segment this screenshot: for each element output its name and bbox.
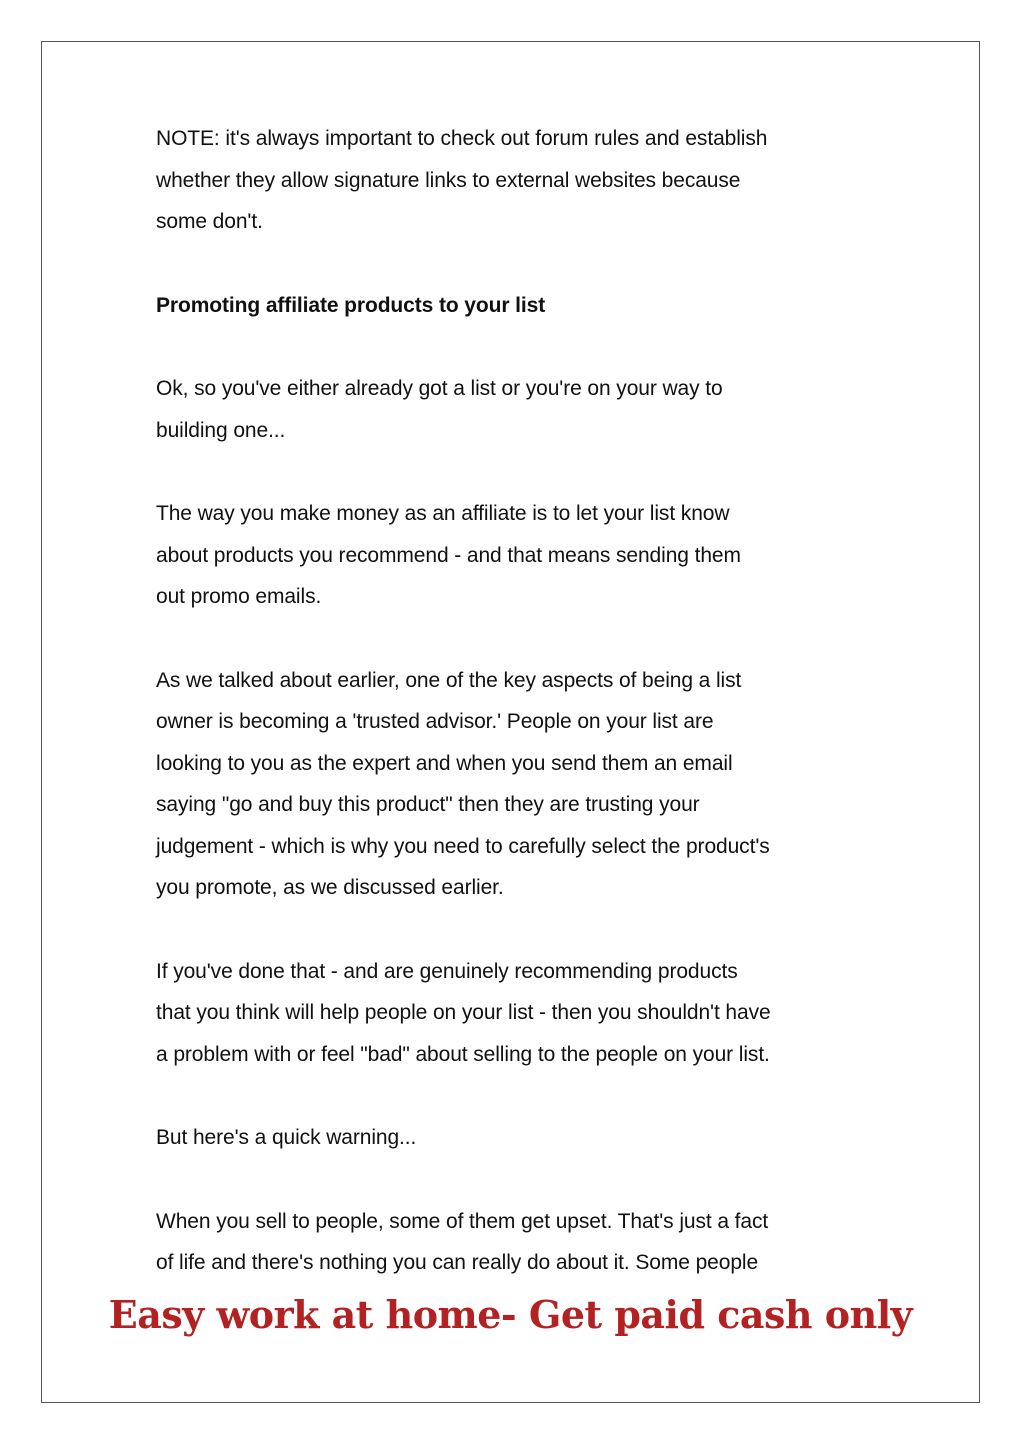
genuinely-paragraph [156, 951, 886, 1076]
text-line: The way you make money as an affiliate is to let your list know [156, 502, 730, 525]
page-frame [41, 41, 980, 1403]
text-line: saying "go and buy this product" then they are trusting your [156, 793, 700, 816]
upset-paragraph [156, 1201, 886, 1284]
document-body [156, 118, 886, 1326]
text-line: building one... [156, 418, 286, 442]
text-line: If you've done that - and are genuinely recommending products [156, 959, 738, 983]
text-line: But here's a quick warning... [156, 1126, 417, 1149]
warning-paragraph [156, 1117, 886, 1159]
trusted-advisor-paragraph [156, 660, 886, 909]
text-line: looking to you as the expert and when you send them an email [156, 751, 733, 775]
text-line: a problem with or feel "bad" about selling to the people on your list. [156, 1042, 770, 1066]
text-line: out promo emails. [156, 585, 322, 608]
text-line: As we talked about earlier, one of the key aspects of being a list [156, 668, 742, 692]
intro-paragraph [156, 368, 886, 451]
text-line: you promote, as we discussed earlier. [156, 876, 504, 899]
heading-text: Promoting affiliate products to your list [156, 293, 546, 317]
text-line: When you sell to people, some of them get upset. That's just a fact [156, 1209, 769, 1233]
make-money-paragraph [156, 493, 886, 618]
text-line: whether they allow signature links to external websites because [156, 168, 741, 192]
promo-banner: Easy work at home- Get paid cash only [108, 1292, 913, 1337]
note-paragraph [156, 118, 886, 243]
text-line: NOTE: it's always important to check out forum rules and establish [156, 127, 768, 150]
text-line: Ok, so you've either already got a list or you're on your way to [156, 377, 723, 400]
text-line: that you think will help people on your list - then you shouldn't have [156, 1001, 771, 1024]
text-line: owner is becoming a 'trusted advisor.' People on your list are [156, 710, 714, 733]
section-heading [156, 285, 886, 327]
text-line: of life and there's nothing you can really do about it. Some people [156, 1251, 759, 1274]
text-line: about products you recommend - and that means sending them [156, 543, 741, 567]
text-line: some don't. [156, 210, 263, 233]
text-line: judgement - which is why you need to carefully select the product's [156, 834, 770, 858]
